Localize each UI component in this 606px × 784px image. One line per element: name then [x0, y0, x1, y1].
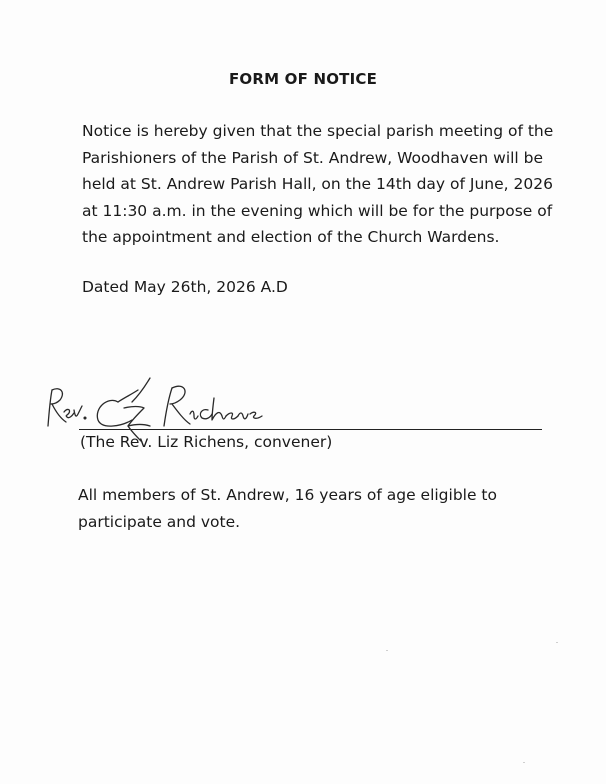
scan-speck	[386, 650, 388, 651]
scan-speck	[523, 762, 525, 763]
members-note: All members of St. Andrew, 16 years of age eligible to participate and vote.	[78, 486, 497, 531]
signature-caption: (The Rev. Liz Richens, convener)	[80, 433, 333, 451]
dated-line: Dated May 26th, 2026 A.D	[82, 278, 288, 296]
scan-speck	[556, 642, 558, 643]
notice-body: Notice is hereby given that the special parish meeting of the Parishioners of the Parish of St. Andrew, Woodhaven will be held at St. Andrew Parish Hall, on the 14th day of June, 2026 at 11:30 a.m. in the evening which will be for the purpose of the appointment and election of the Church Wardens.	[82, 122, 554, 246]
handwritten-signature	[40, 368, 280, 448]
document-title: FORM OF NOTICE	[228, 70, 378, 88]
